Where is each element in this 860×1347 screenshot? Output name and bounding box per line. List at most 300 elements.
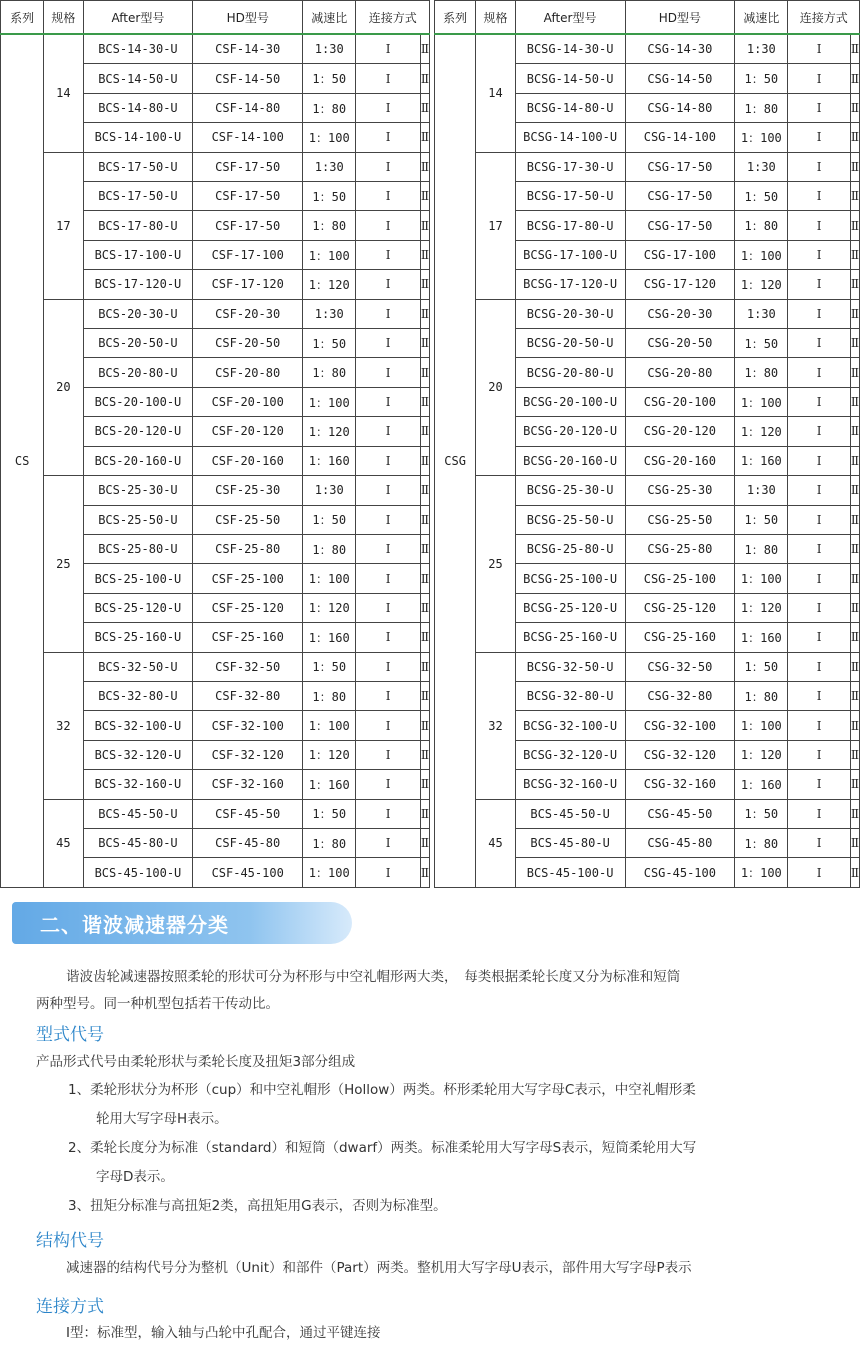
after-model-cell: BCS-32-160-U: [83, 770, 193, 799]
connection-type-1-cell: Ⅰ: [356, 476, 420, 505]
after-model-cell: BCS-25-50-U: [83, 505, 193, 534]
list-item-3: 3、扭矩分标准与高扭矩2类，高扭矩用G表示，否则为标准型。: [68, 1198, 447, 1214]
connection-type-1-cell: Ⅰ: [356, 858, 420, 888]
ratio-cell: 1：50: [303, 652, 356, 681]
connection-type-1-cell: Ⅰ: [356, 828, 420, 857]
header-hd-model: HD型号: [625, 1, 735, 35]
connection-type-1-cell: Ⅰ: [356, 446, 420, 475]
section-banner-title: 二、谐波减速器分类: [40, 913, 229, 937]
connection-type-1-cell: Ⅰ: [788, 417, 850, 446]
connection-type-1-cell: Ⅰ: [356, 299, 420, 328]
hd-model-cell: CSG-20-120: [625, 417, 735, 446]
header-size: 规格: [476, 1, 515, 35]
table-header-row: [434, 1, 859, 35]
ratio-cell: 1:30: [735, 34, 788, 64]
connection-type-2-cell: Ⅱ: [420, 505, 429, 534]
after-model-cell: BCSG-25-120-U: [515, 593, 625, 622]
connection-type-1-cell: Ⅰ: [356, 564, 420, 593]
after-model-cell: BCS-45-80-U: [515, 828, 625, 857]
ratio-cell: 1：50: [735, 505, 788, 534]
connection-type-2-cell: Ⅱ: [850, 387, 859, 416]
hd-model-cell: CSG-17-100: [625, 240, 735, 269]
hd-model-cell: CSF-17-50: [193, 211, 303, 240]
connection-type-1-cell: Ⅰ: [788, 740, 850, 769]
after-model-cell: BCSG-20-30-U: [515, 299, 625, 328]
connection-type-2-cell: Ⅱ: [420, 593, 429, 622]
after-model-cell: BCSG-17-30-U: [515, 152, 625, 181]
hd-model-cell: CSF-17-50: [193, 182, 303, 211]
connection-type-1-cell: Ⅰ: [788, 711, 850, 740]
ratio-cell: 1：80: [303, 681, 356, 710]
hd-model-cell: CSG-20-80: [625, 358, 735, 387]
ratio-cell: 1：120: [303, 740, 356, 769]
connection-type-2-cell: Ⅱ: [420, 799, 429, 828]
ratio-cell: 1：160: [303, 770, 356, 799]
ratio-cell: 1：120: [735, 417, 788, 446]
connection-type-2-cell: Ⅱ: [850, 681, 859, 710]
size-cell: 45: [44, 799, 83, 887]
connection-type-1-cell: Ⅰ: [788, 505, 850, 534]
ratio-cell: 1：100: [303, 123, 356, 152]
ratio-cell: 1：50: [735, 799, 788, 828]
connection-type-2-cell: Ⅱ: [850, 152, 859, 181]
hd-model-cell: CSG-32-100: [625, 711, 735, 740]
hd-model-cell: CSG-20-100: [625, 387, 735, 416]
after-model-cell: BCS-32-50-U: [83, 652, 193, 681]
connection-type-2-cell: Ⅱ: [420, 152, 429, 181]
hd-model-cell: CSG-25-50: [625, 505, 735, 534]
after-model-cell: BCS-14-50-U: [83, 64, 193, 93]
connection-type-1-cell: Ⅰ: [356, 593, 420, 622]
hd-model-cell: CSG-32-50: [625, 652, 735, 681]
series-cell: CSG: [434, 34, 475, 888]
ratio-cell: 1：100: [303, 858, 356, 888]
csg-series-table: [434, 0, 860, 888]
connection-type-2-cell: Ⅱ: [420, 770, 429, 799]
hd-model-cell: CSG-17-50: [625, 152, 735, 181]
hd-model-cell: CSF-14-30: [193, 34, 303, 64]
ratio-cell: 1：80: [735, 211, 788, 240]
connection-type-2-cell: Ⅱ: [420, 417, 429, 446]
after-model-cell: BCSG-20-120-U: [515, 417, 625, 446]
connection-type-1-cell: Ⅰ: [788, 564, 850, 593]
header-series: 系列: [1, 1, 44, 35]
after-model-cell: BCSG-20-80-U: [515, 358, 625, 387]
connection-type-1-cell: Ⅰ: [356, 270, 420, 299]
connection-type-2-cell: Ⅱ: [420, 476, 429, 505]
connection-type-2-cell: Ⅱ: [850, 93, 859, 122]
size-cell: 14: [44, 34, 83, 152]
table-row: [434, 152, 859, 181]
after-model-cell: BCS-32-80-U: [83, 681, 193, 710]
ratio-cell: 1：120: [735, 270, 788, 299]
connection-type-1-cell: Ⅰ: [788, 299, 850, 328]
ratio-cell: 1：50: [303, 182, 356, 211]
hd-model-cell: CSF-45-50: [193, 799, 303, 828]
hd-model-cell: CSG-25-160: [625, 623, 735, 652]
hd-model-cell: CSF-17-100: [193, 240, 303, 269]
connection-type-2-cell: Ⅱ: [420, 93, 429, 122]
size-cell: 45: [476, 799, 515, 887]
connection-type-2-cell: Ⅱ: [850, 858, 859, 888]
hd-model-cell: CSG-45-80: [625, 828, 735, 857]
connection-type-1-cell: Ⅰ: [788, 358, 850, 387]
after-model-cell: BCSG-17-100-U: [515, 240, 625, 269]
connection-type-2-cell: Ⅱ: [420, 534, 429, 563]
connection-type-2-cell: Ⅱ: [420, 34, 429, 64]
ratio-cell: 1：80: [735, 534, 788, 563]
table-row: [1, 152, 430, 181]
hd-model-cell: CSF-20-100: [193, 387, 303, 416]
hd-model-cell: CSF-20-120: [193, 417, 303, 446]
list-item-1: [68, 1076, 818, 1134]
hd-model-cell: CSG-25-30: [625, 476, 735, 505]
connection-type-1-cell: Ⅰ: [788, 240, 850, 269]
ratio-cell: 1：50: [303, 329, 356, 358]
type-description: 产品形式代号由柔轮形状与柔轮长度及扭矩3部分组成: [36, 1054, 356, 1070]
connection-type-1-cell: Ⅰ: [788, 387, 850, 416]
connection-type-1-cell: Ⅰ: [788, 270, 850, 299]
connection-type-1-cell: Ⅰ: [788, 182, 850, 211]
hd-model-cell: CSF-14-100: [193, 123, 303, 152]
connection-type-1-cell: Ⅰ: [788, 446, 850, 475]
connection-type-1-cell: Ⅰ: [788, 681, 850, 710]
list-item-2-line-a: 2、柔轮长度分为标准（standard）和短筒（dwarf）两类。标准柔轮用大写字母S表示，短筒柔轮用大写: [68, 1140, 697, 1156]
after-model-cell: BCS-14-100-U: [83, 123, 193, 152]
hd-model-cell: CSF-20-160: [193, 446, 303, 475]
hd-model-cell: CSG-17-50: [625, 211, 735, 240]
table-header-row: [1, 1, 430, 35]
hd-model-cell: CSF-20-50: [193, 329, 303, 358]
after-model-cell: BCSG-14-30-U: [515, 34, 625, 64]
after-model-cell: BCS-17-120-U: [83, 270, 193, 299]
ratio-cell: 1：160: [735, 623, 788, 652]
hd-model-cell: CSG-45-100: [625, 858, 735, 888]
connection-type-2-cell: Ⅱ: [850, 329, 859, 358]
after-model-cell: BCS-25-80-U: [83, 534, 193, 563]
after-model-cell: BCSG-32-80-U: [515, 681, 625, 710]
connection-type-1-cell: Ⅰ: [356, 123, 420, 152]
connection-type-2-cell: Ⅱ: [420, 211, 429, 240]
hd-model-cell: CSF-25-100: [193, 564, 303, 593]
after-model-cell: BCSG-32-160-U: [515, 770, 625, 799]
ratio-cell: 1:30: [303, 299, 356, 328]
after-model-cell: BCS-17-50-U: [83, 182, 193, 211]
ratio-cell: 1：100: [735, 858, 788, 888]
list-item-2-line-b: 字母D表示。: [96, 1169, 174, 1185]
size-cell: 25: [44, 476, 83, 652]
header-connection: 连接方式: [788, 1, 860, 35]
connection-type-2-cell: Ⅱ: [850, 123, 859, 152]
ratio-cell: 1：160: [303, 623, 356, 652]
after-model-cell: BCS-20-80-U: [83, 358, 193, 387]
after-model-cell: BCSG-14-80-U: [515, 93, 625, 122]
ratio-cell: 1：120: [735, 593, 788, 622]
connection-type-2-cell: Ⅱ: [850, 652, 859, 681]
ratio-cell: 1：80: [735, 828, 788, 857]
connection-type-2-cell: Ⅱ: [420, 387, 429, 416]
connection-type-1-cell: Ⅰ: [788, 211, 850, 240]
after-model-cell: BCSG-25-160-U: [515, 623, 625, 652]
ratio-cell: 1：100: [735, 711, 788, 740]
hd-model-cell: CSF-14-50: [193, 64, 303, 93]
hd-model-cell: CSF-45-100: [193, 858, 303, 888]
header-ratio: 减速比: [735, 1, 788, 35]
after-model-cell: BCSG-17-120-U: [515, 270, 625, 299]
connection-type-2-cell: Ⅱ: [850, 358, 859, 387]
after-model-cell: BCSG-25-30-U: [515, 476, 625, 505]
connection-type-1-cell: Ⅰ: [788, 770, 850, 799]
hd-model-cell: CSG-25-120: [625, 593, 735, 622]
hd-model-cell: CSG-17-50: [625, 182, 735, 211]
after-model-cell: BCSG-17-80-U: [515, 211, 625, 240]
hd-model-cell: CSF-32-160: [193, 770, 303, 799]
ratio-cell: 1：80: [303, 211, 356, 240]
ratio-cell: 1：80: [735, 93, 788, 122]
connection-type-1-cell: Ⅰ: [356, 770, 420, 799]
after-model-cell: BCSG-32-50-U: [515, 652, 625, 681]
size-cell: 17: [44, 152, 83, 299]
connection-description: Ⅰ型：标准型，输入轴与凸轮中孔配合，通过平键连接: [66, 1325, 381, 1341]
connection-type-1-cell: Ⅰ: [356, 240, 420, 269]
after-model-cell: BCS-25-30-U: [83, 476, 193, 505]
hd-model-cell: CSF-32-80: [193, 681, 303, 710]
after-model-cell: BCS-20-30-U: [83, 299, 193, 328]
ratio-cell: 1：100: [303, 564, 356, 593]
connection-type-2-cell: Ⅱ: [850, 270, 859, 299]
after-model-cell: BCSG-17-50-U: [515, 182, 625, 211]
connection-type-2-cell: Ⅱ: [850, 740, 859, 769]
after-model-cell: BCSG-25-50-U: [515, 505, 625, 534]
ratio-cell: 1：100: [735, 564, 788, 593]
connection-type-2-cell: Ⅱ: [420, 858, 429, 888]
after-model-cell: BCSG-25-80-U: [515, 534, 625, 563]
header-series: 系列: [434, 1, 475, 35]
hd-model-cell: CSG-14-30: [625, 34, 735, 64]
after-model-cell: BCS-25-120-U: [83, 593, 193, 622]
connection-type-2-cell: Ⅱ: [850, 182, 859, 211]
ratio-cell: 1:30: [303, 152, 356, 181]
after-model-cell: BCSG-14-50-U: [515, 64, 625, 93]
ratio-cell: 1：120: [303, 593, 356, 622]
connection-type-1-cell: Ⅰ: [788, 64, 850, 93]
connection-type-1-cell: Ⅰ: [788, 476, 850, 505]
series-cell: CS: [1, 34, 44, 888]
connection-type-1-cell: Ⅰ: [356, 681, 420, 710]
connection-type-1-cell: Ⅰ: [788, 123, 850, 152]
ratio-cell: 1：50: [735, 652, 788, 681]
hd-model-cell: CSG-32-80: [625, 681, 735, 710]
after-model-cell: BCS-45-50-U: [515, 799, 625, 828]
connection-type-1-cell: Ⅰ: [356, 534, 420, 563]
header-hd-model: HD型号: [193, 1, 303, 35]
hd-model-cell: CSG-17-120: [625, 270, 735, 299]
list-item-1-line-a: 1、柔轮形状分为杯形（cup）和中空礼帽形（Hollow）两类。杯形柔轮用大写字母C表示，中空礼帽形柔: [68, 1082, 696, 1098]
after-model-cell: BCS-17-80-U: [83, 211, 193, 240]
connection-type-1-cell: Ⅰ: [788, 93, 850, 122]
ratio-cell: 1：50: [735, 329, 788, 358]
hd-model-cell: CSG-20-50: [625, 329, 735, 358]
size-cell: 32: [476, 652, 515, 799]
connection-type-2-cell: Ⅱ: [850, 623, 859, 652]
connection-type-2-cell: Ⅱ: [420, 623, 429, 652]
table-row: [1, 652, 430, 681]
ratio-cell: 1：80: [303, 828, 356, 857]
hd-model-cell: CSG-14-50: [625, 64, 735, 93]
connection-type-2-cell: Ⅱ: [420, 329, 429, 358]
table-row: [1, 476, 430, 505]
connection-type-2-cell: Ⅱ: [850, 417, 859, 446]
ratio-cell: 1：50: [303, 64, 356, 93]
ratio-cell: 1：80: [735, 681, 788, 710]
connection-type-2-cell: Ⅱ: [420, 681, 429, 710]
connection-type-2-cell: Ⅱ: [420, 711, 429, 740]
after-model-cell: BCS-20-100-U: [83, 387, 193, 416]
connection-type-1-cell: Ⅰ: [356, 711, 420, 740]
intro-line-1: 谐波齿轮减速器按照柔轮的形状可分为杯形与中空礼帽形两大类， 每类根据柔轮长度又分为标准和短筒: [66, 969, 681, 985]
table-row: [434, 652, 859, 681]
connection-type-1-cell: Ⅰ: [356, 358, 420, 387]
connection-type-2-cell: Ⅱ: [850, 64, 859, 93]
connection-type-1-cell: Ⅰ: [788, 858, 850, 888]
after-model-cell: BCS-20-120-U: [83, 417, 193, 446]
connection-type-2-cell: Ⅱ: [420, 564, 429, 593]
connection-type-1-cell: Ⅰ: [356, 505, 420, 534]
hd-model-cell: CSG-14-80: [625, 93, 735, 122]
after-model-cell: BCS-20-50-U: [83, 329, 193, 358]
after-model-cell: BCS-14-30-U: [83, 34, 193, 64]
after-model-cell: BCS-45-100-U: [515, 858, 625, 888]
connection-type-1-cell: Ⅰ: [356, 211, 420, 240]
connection-type-1-cell: Ⅰ: [356, 799, 420, 828]
after-model-cell: BCS-32-100-U: [83, 711, 193, 740]
hd-model-cell: CSG-32-120: [625, 740, 735, 769]
ratio-cell: 1：80: [303, 534, 356, 563]
ratio-cell: 1：160: [735, 446, 788, 475]
hd-model-cell: CSF-17-50: [193, 152, 303, 181]
connection-type-2-cell: Ⅱ: [850, 240, 859, 269]
size-cell: 14: [476, 34, 515, 152]
after-model-cell: BCS-25-160-U: [83, 623, 193, 652]
ratio-cell: 1:30: [303, 34, 356, 64]
table-row: [434, 799, 859, 828]
hd-model-cell: CSF-25-30: [193, 476, 303, 505]
heading-structure-code: 结构代号: [36, 1231, 104, 1251]
hd-model-cell: CSF-32-120: [193, 740, 303, 769]
ratio-cell: 1：100: [303, 387, 356, 416]
intro-line-2: 两种型号。同一种机型包括若干传动比。: [36, 996, 279, 1012]
ratio-cell: 1：120: [303, 270, 356, 299]
connection-type-2-cell: Ⅱ: [850, 593, 859, 622]
hd-model-cell: CSG-25-100: [625, 564, 735, 593]
connection-type-1-cell: Ⅰ: [356, 93, 420, 122]
connection-type-2-cell: Ⅱ: [420, 740, 429, 769]
table-row: [434, 299, 859, 328]
connection-type-2-cell: Ⅱ: [420, 299, 429, 328]
hd-model-cell: CSF-25-120: [193, 593, 303, 622]
ratio-cell: 1：100: [735, 123, 788, 152]
table-row: [434, 34, 859, 64]
after-model-cell: BCS-17-100-U: [83, 240, 193, 269]
hd-model-cell: CSF-20-30: [193, 299, 303, 328]
hd-model-cell: CSG-20-30: [625, 299, 735, 328]
ratio-cell: 1：80: [303, 358, 356, 387]
cs-series-table: [0, 0, 430, 888]
hd-model-cell: CSF-25-80: [193, 534, 303, 563]
connection-type-2-cell: Ⅱ: [420, 240, 429, 269]
ratio-cell: 1：120: [735, 740, 788, 769]
connection-type-1-cell: Ⅰ: [356, 64, 420, 93]
hd-model-cell: CSF-17-120: [193, 270, 303, 299]
after-model-cell: BCS-17-50-U: [83, 152, 193, 181]
hd-model-cell: CSF-25-160: [193, 623, 303, 652]
after-model-cell: BCS-45-100-U: [83, 858, 193, 888]
connection-type-1-cell: Ⅰ: [356, 623, 420, 652]
connection-type-2-cell: Ⅱ: [850, 711, 859, 740]
connection-type-2-cell: Ⅱ: [420, 828, 429, 857]
after-model-cell: BCSG-32-100-U: [515, 711, 625, 740]
connection-type-2-cell: Ⅱ: [850, 34, 859, 64]
header-size: 规格: [44, 1, 83, 35]
intro-paragraph: [36, 964, 836, 1018]
ratio-cell: 1:30: [735, 152, 788, 181]
after-model-cell: BCSG-20-50-U: [515, 329, 625, 358]
connection-type-2-cell: Ⅱ: [420, 652, 429, 681]
ratio-cell: 1：50: [303, 799, 356, 828]
after-model-cell: BCSG-20-100-U: [515, 387, 625, 416]
size-cell: 20: [44, 299, 83, 475]
ratio-cell: 1：120: [303, 417, 356, 446]
connection-type-1-cell: Ⅰ: [356, 652, 420, 681]
structure-description: 减速器的结构代号分为整机（Unit）和部件（Part）两类。整机用大写字母U表示，部件用大写字母P表示: [66, 1260, 692, 1276]
ratio-cell: 1:30: [735, 299, 788, 328]
connection-type-1-cell: Ⅰ: [356, 34, 420, 64]
ratio-cell: 1：50: [735, 64, 788, 93]
hd-model-cell: CSF-14-80: [193, 93, 303, 122]
connection-type-2-cell: Ⅱ: [420, 182, 429, 211]
connection-type-2-cell: Ⅱ: [420, 64, 429, 93]
connection-type-1-cell: Ⅰ: [356, 740, 420, 769]
connection-type-2-cell: Ⅱ: [850, 476, 859, 505]
connection-type-1-cell: Ⅰ: [788, 34, 850, 64]
section-banner: [12, 902, 352, 944]
connection-type-2-cell: Ⅱ: [850, 770, 859, 799]
after-model-cell: BCSG-20-160-U: [515, 446, 625, 475]
connection-type-2-cell: Ⅱ: [850, 828, 859, 857]
connection-type-1-cell: Ⅰ: [788, 828, 850, 857]
hd-model-cell: CSG-14-100: [625, 123, 735, 152]
connection-type-1-cell: Ⅰ: [788, 652, 850, 681]
hd-model-cell: CSG-25-80: [625, 534, 735, 563]
after-model-cell: BCS-45-50-U: [83, 799, 193, 828]
heading-connection: 连接方式: [36, 1297, 104, 1317]
after-model-cell: BCSG-32-120-U: [515, 740, 625, 769]
connection-type-1-cell: Ⅰ: [788, 593, 850, 622]
ratio-cell: 1：100: [735, 240, 788, 269]
connection-type-1-cell: Ⅰ: [788, 329, 850, 358]
ratio-cell: 1：100: [303, 711, 356, 740]
connection-type-1-cell: Ⅰ: [356, 329, 420, 358]
after-model-cell: BCS-45-80-U: [83, 828, 193, 857]
header-after-model: After型号: [83, 1, 193, 35]
size-cell: 20: [476, 299, 515, 475]
connection-type-2-cell: Ⅱ: [420, 123, 429, 152]
hd-model-cell: CSF-45-80: [193, 828, 303, 857]
hd-model-cell: CSF-20-80: [193, 358, 303, 387]
connection-type-1-cell: Ⅰ: [356, 417, 420, 446]
connection-type-2-cell: Ⅱ: [420, 270, 429, 299]
hd-model-cell: CSF-32-100: [193, 711, 303, 740]
